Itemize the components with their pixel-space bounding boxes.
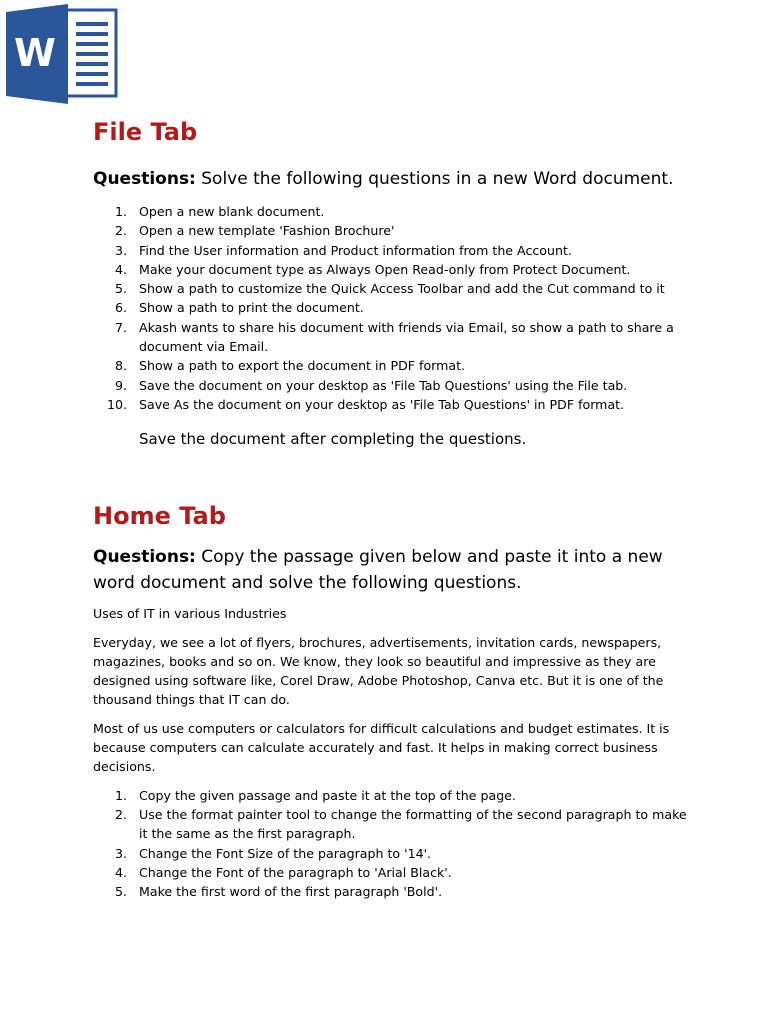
list-item-text: Save the document on your desktop as 'File Tab Questions' using the File tab. [139,377,628,393]
list-item-number: 9. [114,377,127,393]
list-item-number: 4. [114,261,127,277]
list-item-number: 2. [114,806,127,822]
home-tab-questions [93,544,693,596]
save-note: Save the document after completing the questions. [139,430,527,449]
list-item-text: Change the Font of the paragraph to 'Arial Black'. [139,864,452,880]
file-tab-questions [93,166,693,192]
logo-letter: W [14,31,56,75]
list-item-number: 4. [114,864,127,880]
list-item [93,805,693,844]
list-item-number: 1. [114,204,127,219]
list-item [93,376,693,395]
document-body [93,118,693,901]
list-item [93,221,693,240]
list-item-text: Open a new blank document. [139,204,325,219]
passage-heading: Uses of IT in various Industries [93,606,287,622]
list-item [93,882,693,901]
passage-paragraph-2: Most of us use computers or calculators for difficult calculations and budget estimates. It is because computers can calculate accurately and fast. It helps in making correct business decisions. [93,720,670,775]
list-item [93,298,693,317]
list-item [93,202,693,221]
list-item [93,279,693,298]
questions-label: Questions: [93,547,196,568]
list-item-text: Save As the document on your desktop as 'File Tab Questions' in PDF format. [139,396,625,412]
list-item [93,260,693,279]
passage-paragraph-1: Everyday, we see a lot of flyers, brochures, advertisements, invitation cards, newspapers, magazines, books and so on. We know, they look so beautiful and impressive as they are designed using software like, Corel Draw, Adobe Photoshop, Canva etc. But it is one of the thousand things that IT can do. [93,634,664,708]
list-item [93,356,693,375]
list-item-number: 5. [114,281,127,297]
list-item-text: Change the Font Size of the paragraph to '14'. [139,845,432,861]
list-item-text: Find the User information and Product information from the Account. [139,242,572,258]
file-tab-question-list [93,202,693,414]
questions-text: Copy the passage given below and paste it into a new word document and solve the following questions. [93,547,663,594]
list-item [93,863,693,882]
list-item [93,786,693,805]
list-item-text: Make your document type as Always Open Read-only from Protect Document. [139,261,631,277]
list-item-text: Show a path to export the document in PDF format. [139,358,466,374]
list-item-text: Use the format painter tool to change the formatting of the second paragraph to make it the same as the first paragraph. [139,806,687,842]
list-item-text: Show a path to customize the Quick Access Toolbar and add the Cut command to it [139,281,665,297]
list-item-text: Copy the given passage and paste it at the top of the page. [139,787,516,803]
list-item-text: Akash wants to share his document with friends via Email, so show a path to share a document via Email. [139,319,674,355]
list-item-number: 1. [114,787,127,803]
list-item-number: 5. [114,884,127,900]
list-item-text: Show a path to print the document. [139,300,364,316]
list-item-number: 2. [114,223,127,239]
list-item-number: 3. [114,845,127,861]
home-tab-heading: Home Tab [93,502,226,531]
file-tab-heading: File Tab [93,118,198,146]
list-item-number: 8. [114,358,127,374]
word-logo-icon [4,4,118,104]
list-item [93,318,693,357]
home-tab-question-list [93,786,693,902]
list-item-text: Open a new template 'Fashion Brochure' [139,223,395,239]
list-item [93,395,693,414]
questions-label: Questions: [93,169,196,189]
list-item-text: Make the first word of the first paragraph 'Bold'. [139,884,443,900]
list-item-number: 10. [106,396,127,412]
questions-text: Solve the following questions in a new Word document. [195,169,674,189]
list-item-number: 7. [114,319,127,335]
list-item-number: 3. [114,242,127,258]
list-item-number: 6. [114,300,127,316]
list-item [93,241,693,260]
list-item [93,844,693,863]
